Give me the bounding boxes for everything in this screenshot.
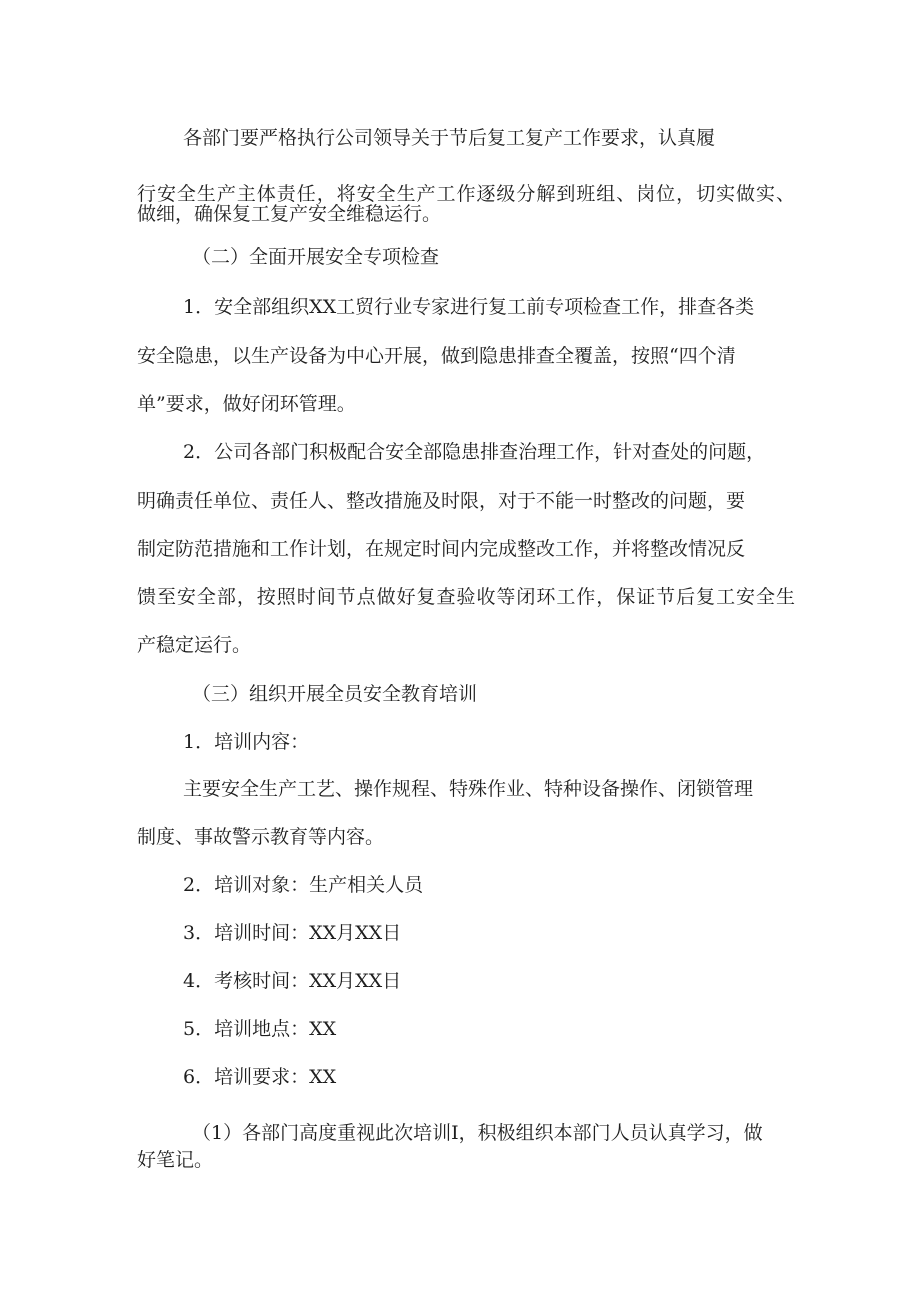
list-item-line: 2．公司各部门积极配合安全部隐患排查治理工作，针对查处的问题， (183, 441, 766, 463)
training-item: 1．培训内容： (183, 731, 310, 753)
section-heading: （二）全面开展安全专项检查 (192, 246, 440, 268)
training-content-line: 主要安全生产工艺、操作规程、特殊作业、特种设备操作、闭锁管理 (183, 778, 754, 800)
training-item: 6．培训要求：XX (183, 1066, 337, 1088)
list-item-line: 单”要求，做好闭环管理。 (137, 393, 356, 415)
training-content-line: 制度、事故警示教育等内容。 (137, 826, 385, 848)
list-item-line: 馈至安全部，按照时间节点做好复查验收等闭环工作，保证节后复工安全生 (137, 586, 795, 608)
training-item: 5．培训地点：XX (183, 1018, 337, 1040)
list-item-line: 安全隐患，以生产设备为中心开展，做到隐患排查全覆盖，按照“四个清 (137, 345, 736, 367)
paragraph-line: 各部门要严格执行公司领导关于节后复工复产工作要求，认真履 (183, 127, 716, 149)
section-heading: （三）组织开展全员安全教育培训 (192, 683, 478, 705)
list-item-line: 明确责任单位、责任人、整改措施及时限，对于不能一时整改的问题，要 (137, 490, 746, 512)
list-item-line: 制定防范措施和工作计划，在规定时间内完成整改工作，并将整改情况反 (137, 538, 746, 560)
list-item-line: 1．安全部组织XX工贸行业专家进行复工前专项检查工作，排查各类 (183, 296, 755, 318)
training-item: 4．考核时间：XX月XX日 (183, 970, 402, 992)
paragraph-line: 做细，确保复工复产安全维稳运行。 (137, 203, 442, 225)
requirement-line: 好笔记。 (137, 1149, 214, 1171)
list-item-line: 产稳定运行。 (137, 634, 252, 656)
training-item: 2．培训对象：生产相关人员 (183, 874, 424, 896)
training-item: 3．培训时间：XX月XX日 (183, 922, 402, 944)
requirement-line: （1）各部门高度重视此次培训I，积极组织本部门人员认真学习，做 (192, 1122, 763, 1144)
paragraph-line: 行安全生产主体责任，将安全生产工作逐级分解到班组、岗位，切实做实、 (137, 183, 795, 205)
